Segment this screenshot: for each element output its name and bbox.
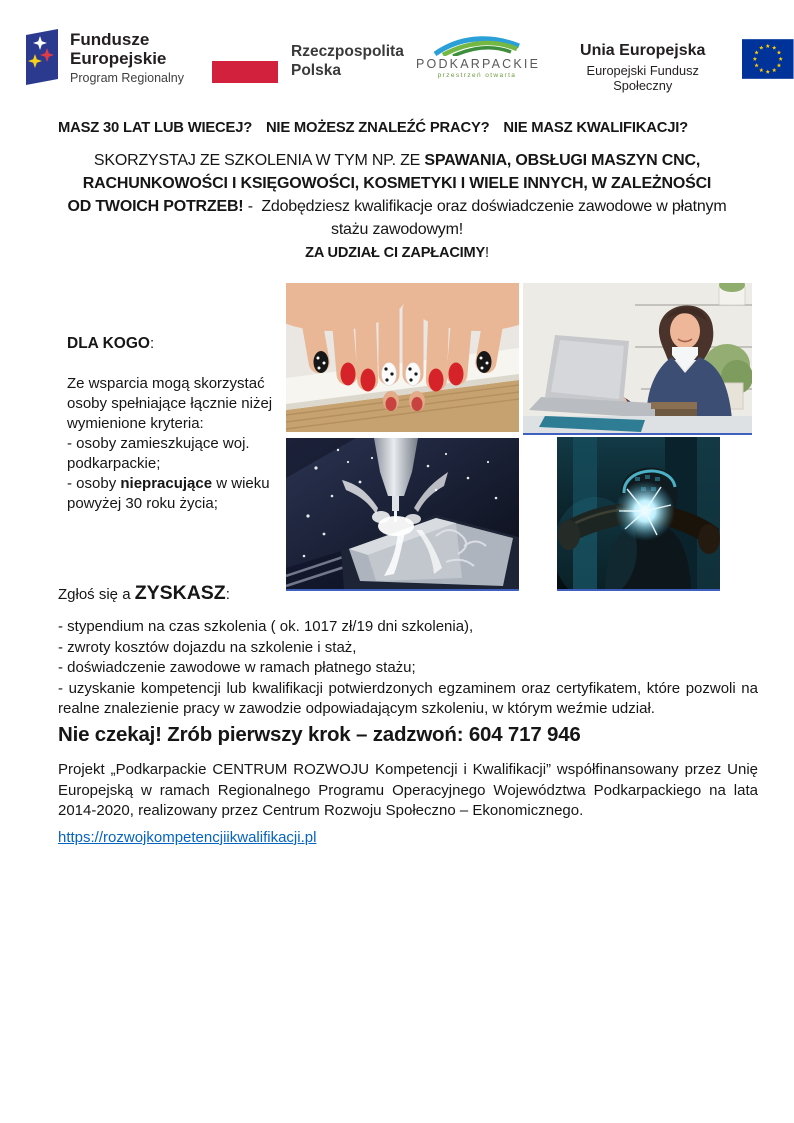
- dla-kogo-section: [67, 334, 295, 514]
- fundusze-europejskie-flag-icon: [25, 28, 59, 86]
- website-link[interactable]: https://rozwojkompetencjiikwalifikacji.pl: [58, 829, 317, 846]
- call-to-action-phone: Nie czekaj! Zrób pierwszy krok – zadzwoń: 604 717 946: [58, 723, 581, 746]
- project-description: Projekt „Podkarpackie CENTRUM ROZWOJU Kompetencji i Kwalifikacji” współfinansowany przez Unię Europejską w ramach Regionalnego Programu Operacyjnego Województwa Podkarpackiego na lata 2014-2020, realizowany przez Centrum Rozwoju Społeczno – Ekonomicznego.: [58, 761, 758, 819]
- woman-with-laptop-photo: [523, 283, 752, 435]
- dla-kogo-criterion-2: - osoby niepracujące w wieku powyżej 30 roku życia;: [67, 475, 274, 512]
- fundusze-logo-line2: Europejskie: [70, 48, 167, 68]
- intro-line1-bold: SPAWANIA, OBSŁUGI MASZYN CNC,: [424, 152, 701, 169]
- podkarpackie-waves-icon: [431, 34, 523, 56]
- benefit-item: - doświadczenie zawodowe w ramach płatnego stażu;: [58, 659, 416, 676]
- zyskasz-heading: Zgłoś się a ZYSKASZ:: [58, 582, 230, 604]
- fundusze-logo-subtitle: Program Regionalny: [70, 70, 184, 85]
- podkarpackie-logo-tagline: przestrzeń otwarta: [437, 72, 517, 79]
- intro-line3-regular: - Zdobędziesz kwalifikacje oraz doświadczenie zawodowe w płatnym: [243, 198, 727, 215]
- intro-line3-bold: OD TWOICH POTRZEB!: [67, 198, 244, 215]
- logo-unia-europejska: [556, 41, 794, 93]
- manicure-nails-photo: [286, 283, 519, 432]
- benefit-item: - zwroty kosztów dojazdu na szkolenie i staż,: [58, 638, 357, 656]
- intro-line1-regular: SKORZYSTAJ ZE SZKOLENIA W TYM NP. ZE: [93, 152, 425, 169]
- eu-flag-icon: [742, 39, 794, 79]
- intro-line4: stażu zawodowym!: [331, 221, 463, 238]
- poland-flag-icon: [212, 39, 278, 83]
- question-work: NIE MOŻESZ ZNALEŹĆ PRACY?: [265, 120, 490, 136]
- podkarpackie-logo-name: PODKARPACKIE: [416, 57, 541, 71]
- poland-logo-line1: Rzeczpospolita: [291, 43, 404, 60]
- question-skills: NIE MASZ KWALIFIKACJI?: [503, 120, 688, 136]
- eu-logo-line2: Europejski Fundusz Społeczny: [586, 63, 699, 93]
- question-age: MASZ 30 LAT LUB WIECEJ?: [58, 120, 253, 136]
- fundusze-logo-line1: Fundusze: [70, 29, 150, 49]
- intro-text: [47, 149, 747, 265]
- dla-kogo-heading: DLA KOGO: [67, 335, 150, 352]
- logo-podkarpackie: [416, 34, 541, 79]
- eu-logo-line1: Unia Europejska: [580, 42, 706, 59]
- zyskasz-word: ZYSKASZ: [134, 582, 226, 604]
- poland-logo-line2: Polska: [291, 62, 341, 79]
- benefit-item: - uzyskanie kompetencji lub kwalifikacji potwierdzonych egzaminem oraz certyfikatem, które pozwoli na realne znalezienie pracy w zawodzie odpowiadającym szkoleniu, w którym weźmie udział.: [58, 679, 758, 717]
- dla-kogo-heading-colon: :: [149, 335, 155, 352]
- cnc-machining-photo: [286, 438, 519, 591]
- welding-photo: [557, 437, 720, 591]
- intro-payment-excl: !: [485, 245, 489, 261]
- dla-kogo-intro: Ze wsparcia mogą skorzystać osoby spełniające łącznie niżej wymienione kryteria:: [67, 375, 273, 432]
- logo-rzeczpospolita-polska: [212, 39, 404, 83]
- benefits-list: [58, 617, 758, 720]
- logo-fundusze-europejskie: [25, 28, 184, 86]
- intro-payment-bold: ZA UDZIAŁ CI ZAPŁACIMY: [305, 245, 486, 261]
- headline-questions: [58, 120, 688, 136]
- intro-line2-bold: RACHUNKOWOŚCI I KSIĘGOWOŚCI, KOSMETYKI I WIELE INNYCH, W ZALEŻNOŚCI: [82, 175, 712, 192]
- benefit-item: - stypendium na czas szkolenia ( ok. 1017 zł/19 dni szkolenia),: [58, 618, 474, 635]
- dla-kogo-criterion-1: - osoby zamieszkujące woj. podkarpackie;: [67, 435, 250, 472]
